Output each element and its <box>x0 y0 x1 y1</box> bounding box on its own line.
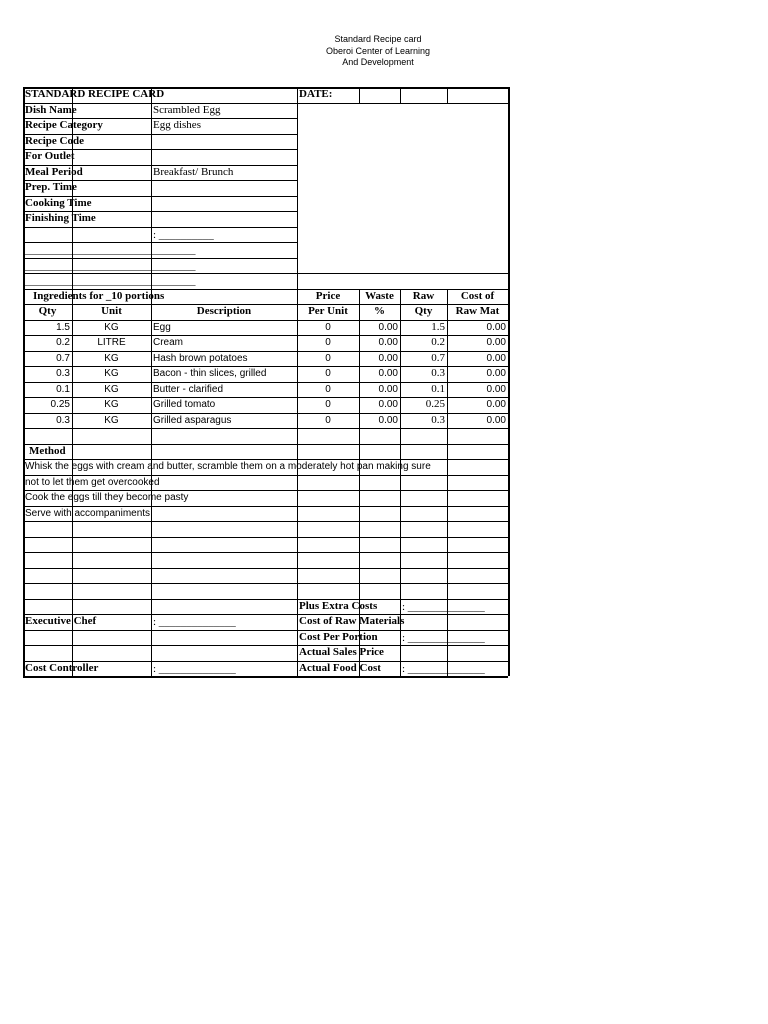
ingredient-price: 0 <box>325 414 331 426</box>
info-label: For Outlet <box>25 150 75 162</box>
method-label: Method <box>29 444 66 457</box>
column-header: Per Unit <box>308 305 348 317</box>
grid-line <box>23 583 508 584</box>
underscore-line: _______________________________ <box>25 244 196 256</box>
executive-chef-label: Executive Chef <box>25 615 97 627</box>
method-step: Whisk the eggs with cream and butter, scramble them on a moderately hot pan making sure <box>25 461 431 472</box>
ingredient-description: Hash brown potatoes <box>153 352 248 364</box>
info-label: Recipe Category <box>25 119 103 131</box>
ingredient-waste: 0.00 <box>378 337 398 348</box>
method-step: Cook the eggs till they become pasty <box>25 492 189 503</box>
cost-controller-signature: : ______________ <box>153 662 236 675</box>
grid-line <box>23 521 508 522</box>
ingredient-qty: 0.3 <box>56 368 70 379</box>
ingredient-description: Egg <box>153 321 171 333</box>
ingredient-price: 0 <box>325 399 331 410</box>
info-label: Dish Name <box>25 103 77 116</box>
ingredient-price: 0 <box>325 352 331 364</box>
column-header: % <box>374 305 385 317</box>
plus-extra-costs-value: : ______________ <box>402 600 485 613</box>
grid-line <box>297 103 508 104</box>
ingredient-cost: 0.00 <box>486 337 506 348</box>
header-line-2: Oberoi Center of Learning <box>325 45 431 56</box>
column-header: Qty <box>414 305 433 317</box>
ingredient-price: 0 <box>325 383 331 395</box>
column-header: Raw <box>412 289 435 302</box>
grid-line <box>508 87 510 676</box>
grid-line <box>23 568 508 569</box>
ingredient-unit: LITRE <box>97 337 126 348</box>
info-value: Breakfast/ Brunch <box>153 165 234 178</box>
ingredient-waste: 0.00 <box>378 414 398 426</box>
info-value: Egg dishes <box>153 119 201 131</box>
actual-sales-price-label: Actual Sales Price <box>299 646 384 658</box>
ingredient-waste: 0.00 <box>378 352 398 364</box>
ingredient-description: Grilled asparagus <box>153 414 232 426</box>
ingredient-unit: KG <box>104 383 119 395</box>
ingredient-description: Butter - clarified <box>153 383 224 395</box>
ingredient-waste: 0.00 <box>378 368 398 379</box>
cost-controller-label: Cost Controller <box>25 661 99 674</box>
ingredient-description: Grilled tomato <box>153 399 216 410</box>
info-label: Meal Period <box>25 165 83 178</box>
ingredient-price: 0 <box>325 321 331 333</box>
document-header <box>278 34 478 69</box>
ingredient-waste: 0.00 <box>378 321 398 333</box>
ingredient-unit: KG <box>104 399 119 410</box>
grid-line <box>151 87 152 676</box>
grid-line <box>23 444 508 445</box>
column-header-description: Description <box>196 305 252 317</box>
cost-per-portion-label: Cost Per Portion <box>299 630 378 643</box>
ingredient-raw-qty: 0.3 <box>431 367 445 379</box>
actual-food-cost-label: Actual Food Cost <box>299 661 381 674</box>
grid-line <box>447 289 448 677</box>
grid-line <box>297 273 508 274</box>
info-label: Cooking Time <box>25 196 92 209</box>
ingredient-cost: 0.00 <box>486 321 506 333</box>
ingredient-qty: 0.7 <box>56 352 70 364</box>
ingredient-raw-qty: 0.7 <box>431 351 445 364</box>
ingredient-raw-qty: 0.25 <box>425 398 445 410</box>
underscore-line: _______________________________ <box>25 259 196 272</box>
ingredient-cost: 0.00 <box>486 383 506 395</box>
ingredient-raw-qty: 0.1 <box>431 382 445 395</box>
ingredient-description: Cream <box>153 337 184 348</box>
ingredient-unit: KG <box>104 321 119 333</box>
header-line-3: And Development <box>342 57 414 67</box>
actual-food-cost-value: : ______________ <box>402 662 485 675</box>
cost-per-portion-value: : ______________ <box>402 631 485 644</box>
method-step: Serve with accompaniments <box>25 507 151 519</box>
ingredient-price: 0 <box>325 337 331 348</box>
info-label: Prep. Time <box>25 181 77 193</box>
ingredient-qty: 0.1 <box>56 383 70 395</box>
ingredient-cost: 0.00 <box>486 399 506 410</box>
grid-line <box>23 537 508 538</box>
ingredient-waste: 0.00 <box>378 383 398 395</box>
ingredient-unit: KG <box>104 352 119 364</box>
grid-line <box>23 428 508 429</box>
ingredient-unit: KG <box>104 414 119 426</box>
executive-chef-signature: : ______________ <box>153 616 236 628</box>
column-header-qty: Qty <box>38 305 57 317</box>
grid-line <box>400 87 401 103</box>
ingredient-raw-qty: 0.2 <box>431 336 445 348</box>
ingredient-description: Bacon - thin slices, grilled <box>153 368 267 379</box>
column-header: Cost of <box>460 289 495 302</box>
grid-line <box>297 87 298 676</box>
column-header: Price <box>315 289 341 302</box>
underscore-line: _______________________________ <box>25 275 196 287</box>
grid-line <box>23 552 508 553</box>
ingredient-cost: 0.00 <box>486 352 506 364</box>
ingredient-cost: 0.00 <box>486 414 506 426</box>
ingredient-waste: 0.00 <box>378 399 398 410</box>
recipe-card-sheet <box>23 87 508 677</box>
ingredient-qty: 0.2 <box>56 337 70 348</box>
column-header-unit: Unit <box>101 305 122 317</box>
ingredient-unit: KG <box>104 368 119 379</box>
column-header: Waste <box>365 289 394 302</box>
card-title: STANDARD RECIPE CARD <box>25 88 165 100</box>
ingredient-qty: 1.5 <box>56 321 70 333</box>
date-label: DATE: <box>299 88 333 100</box>
header-line-1: Standard Recipe card <box>334 34 422 44</box>
ingredient-cost: 0.00 <box>486 368 506 379</box>
grid-line <box>447 87 448 103</box>
column-header: Raw Mat <box>455 305 500 317</box>
blank-field: : __________ <box>153 228 214 241</box>
ingredient-raw-qty: 1.5 <box>431 320 445 333</box>
ingredients-header: Ingredients for _10 portions <box>33 289 165 302</box>
grid-line <box>359 87 360 103</box>
method-step: not to let them get overcooked <box>25 476 160 488</box>
info-value: Scrambled Egg <box>153 103 221 116</box>
plus-extra-costs-label: Plus Extra Costs <box>299 599 378 612</box>
cost-raw-materials-label: Cost of Raw Materials <box>299 615 405 627</box>
info-label: Recipe Code <box>25 134 84 147</box>
ingredient-price: 0 <box>325 368 331 379</box>
ingredient-qty: 0.3 <box>56 414 70 426</box>
info-label: Finishing Time <box>25 212 96 224</box>
ingredient-qty: 0.25 <box>50 399 70 410</box>
ingredient-raw-qty: 0.3 <box>431 413 445 426</box>
